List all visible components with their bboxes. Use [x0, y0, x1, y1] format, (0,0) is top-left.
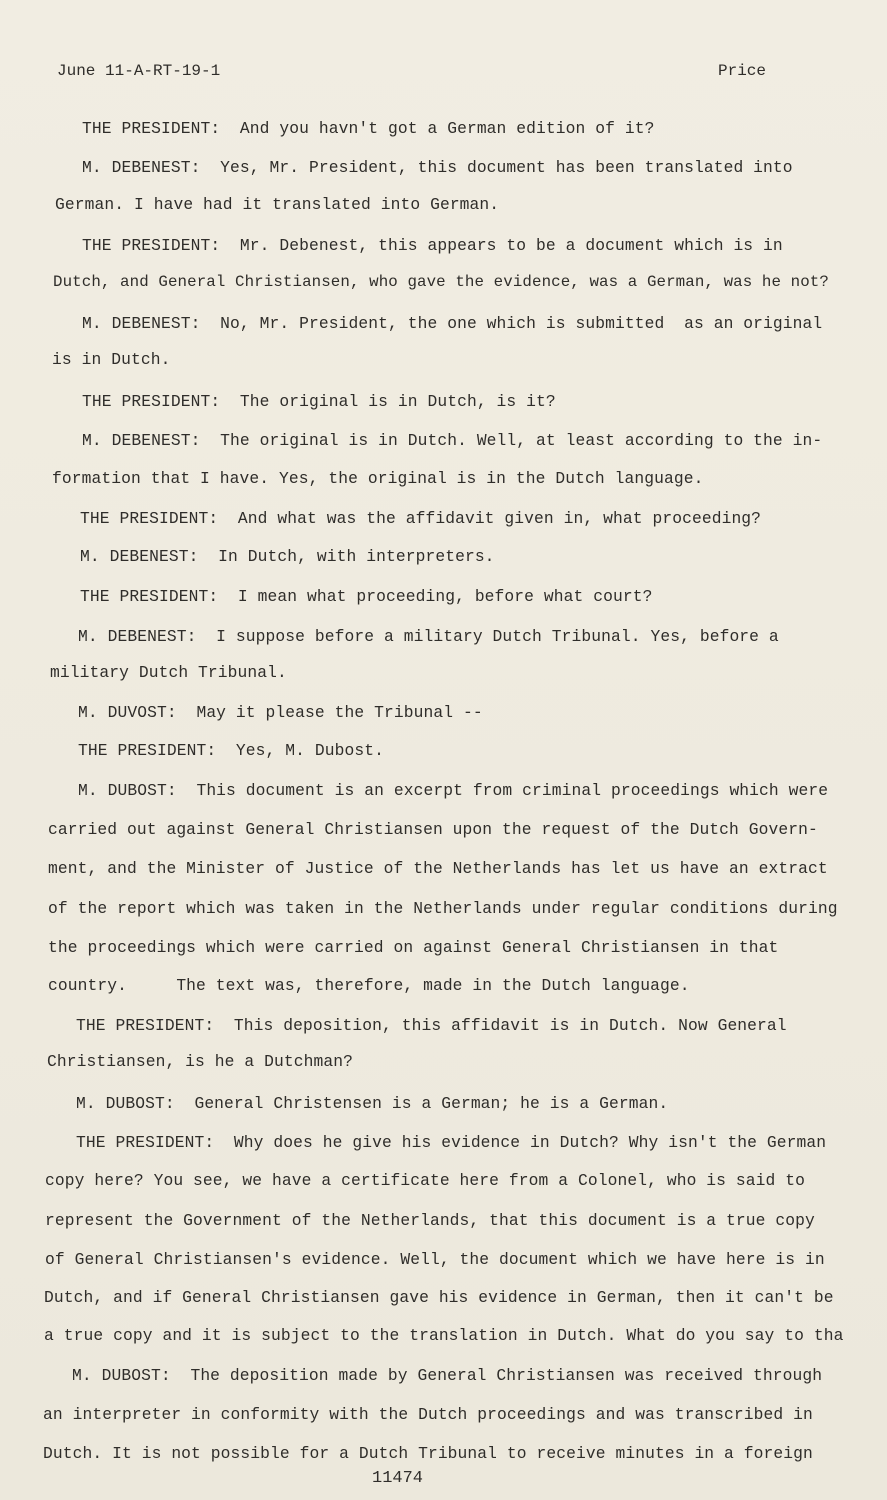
transcript-line: THE PRESIDENT: And you havn't got a German edition of it?	[82, 119, 655, 138]
transcript-line: copy here? You see, we have a certificate here from a Colonel, who is said to	[45, 1171, 806, 1190]
transcript-line: M. DUVOST: May it please the Tribunal --	[78, 703, 483, 722]
transcript-line: THE PRESIDENT: Why does he give his evidence in Dutch? Why isn't the German	[76, 1133, 827, 1152]
transcript-line: formation that I have. Yes, the original is in the Dutch language.	[52, 469, 704, 488]
transcript-line: ment, and the Minister of Justice of the Netherlands has let us have an extract	[48, 859, 828, 878]
transcript-line: German. I have had it translated into German.	[55, 195, 500, 214]
document-reference: June 11-A-RT-19-1	[57, 62, 221, 80]
transcript-line: M. DUBOST: This document is an excerpt from criminal proceedings which were	[78, 781, 829, 800]
transcript-line: Dutch, and General Christiansen, who gave the evidence, was a German, was he not?	[53, 273, 829, 291]
transcript-line: Dutch. It is not possible for a Dutch Tribunal to receive minutes in a foreign	[43, 1444, 813, 1463]
transcript-line: M. DEBENEST: In Dutch, with interpreters.	[80, 547, 495, 566]
transcript-line: M. DEBENEST: No, Mr. President, the one which is submitted as an original	[82, 314, 823, 333]
page-number: 11474	[372, 1469, 424, 1488]
transcript-line: Dutch, and if General Christiansen gave his evidence in German, then it can't be	[44, 1288, 834, 1307]
transcript-line: M. DEBENEST: The original is in Dutch. Well, at least according to the in-	[82, 431, 823, 450]
transcript-line: the proceedings which were carried on against General Christiansen in that	[48, 938, 779, 957]
transcript-line: M. DEBENEST: Yes, Mr. President, this document has been translated into	[82, 158, 793, 177]
transcript-line: M. DUBOST: General Christensen is a German; he is a German.	[76, 1094, 669, 1113]
transcript-line: an interpreter in conformity with the Dutch proceedings and was transcribed in	[43, 1405, 813, 1424]
transcript-line: THE PRESIDENT: Mr. Debenest, this appears to be a document which is in	[82, 236, 783, 255]
transcript-line: military Dutch Tribunal.	[50, 663, 287, 682]
transcript-line: THE PRESIDENT: The original is in Dutch, is it?	[82, 392, 556, 411]
transcript-line: THE PRESIDENT: This deposition, this affidavit is in Dutch. Now General	[76, 1016, 787, 1035]
transcript-line: of the report which was taken in the Netherlands under regular conditions during	[48, 899, 838, 918]
reporter-name: Price	[718, 62, 767, 80]
transcript-line: M. DUBOST: The deposition made by General Christiansen was received through	[72, 1366, 823, 1385]
transcript-line: country. The text was, therefore, made in the Dutch language.	[48, 976, 690, 995]
transcript-line: a true copy and it is subject to the translation in Dutch. What do you say to tha	[44, 1326, 844, 1345]
transcript-line: carried out against General Christiansen upon the request of the Dutch Govern-	[48, 820, 818, 839]
transcript-line: of General Christiansen's evidence. Well, the document which we have here is in	[45, 1250, 825, 1269]
transcript-line: THE PRESIDENT: And what was the affidavit given in, what proceeding?	[80, 509, 762, 528]
transcript-line: THE PRESIDENT: I mean what proceeding, before what court?	[80, 587, 653, 606]
transcript-line: M. DEBENEST: I suppose before a military Dutch Tribunal. Yes, before a	[78, 627, 779, 646]
transcript-line: represent the Government of the Netherlands, that this document is a true copy	[45, 1211, 815, 1230]
transcript-line: is in Dutch.	[52, 350, 171, 369]
transcript-line: Christiansen, is he a Dutchman?	[47, 1052, 353, 1071]
transcript-line: THE PRESIDENT: Yes, M. Dubost.	[78, 741, 384, 760]
